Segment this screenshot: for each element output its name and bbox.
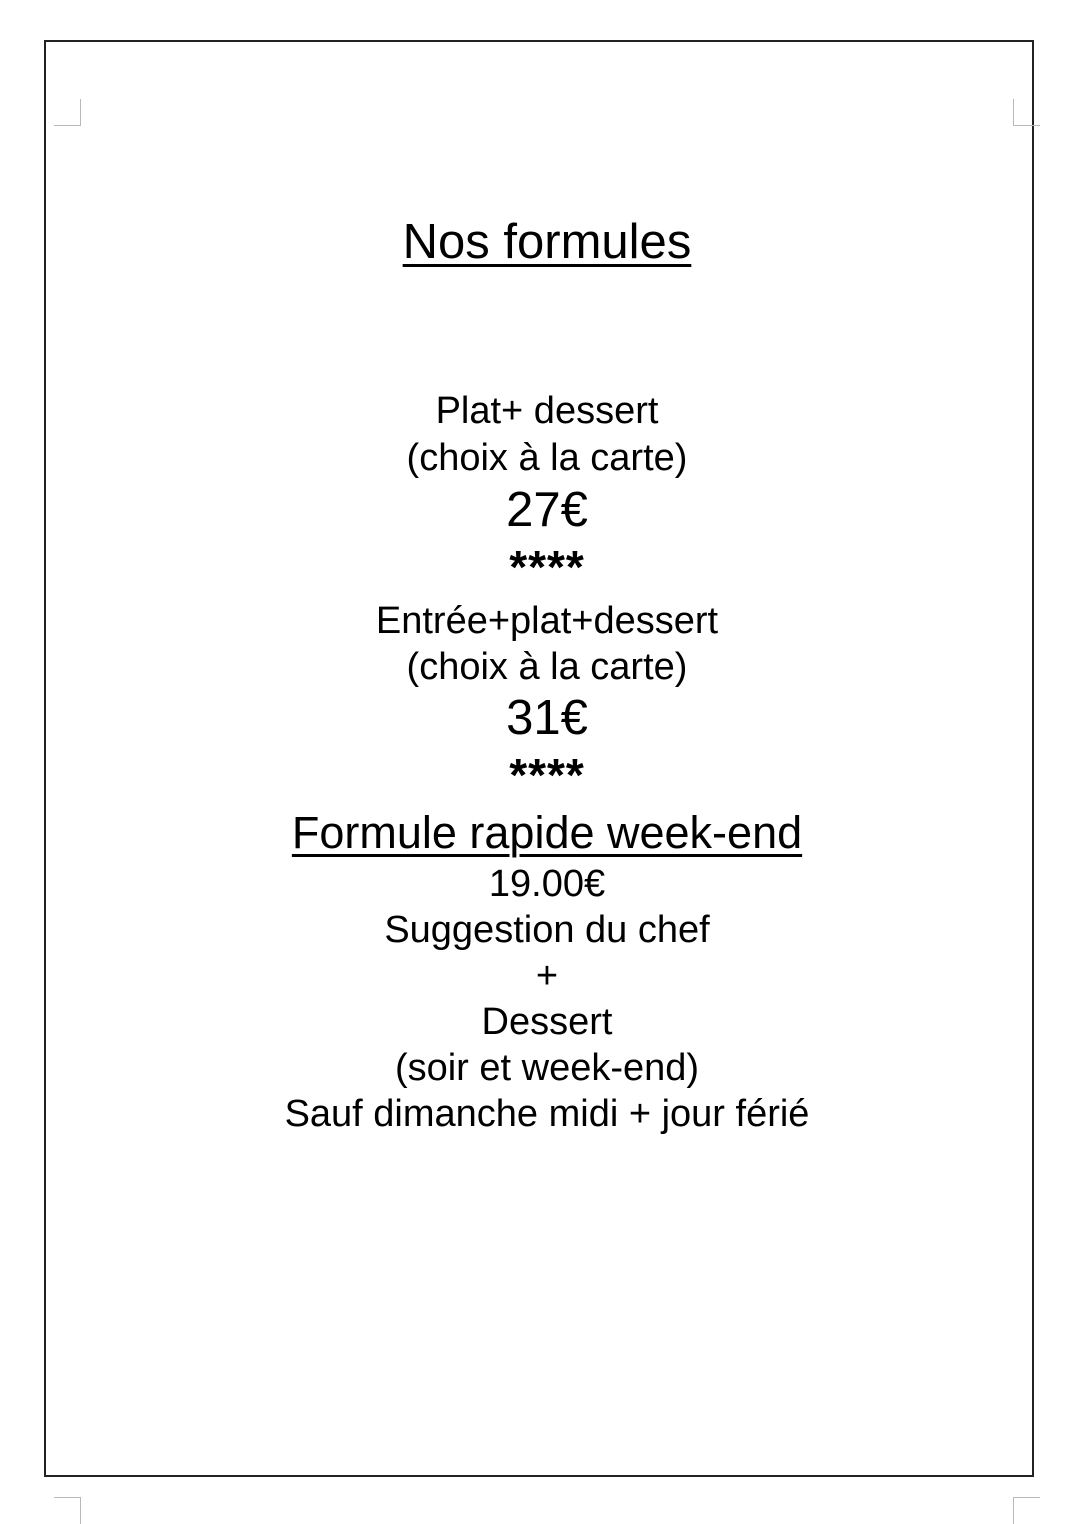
formule3-plus: + [535,955,559,997]
formule3-price: 19.00€ [488,863,606,905]
formule3-line3: (soir et week-end) [394,1047,700,1089]
crop-mark-bottom-right [1013,1497,1040,1524]
formule1-note: (choix à la carte) [406,437,688,479]
formule2-separator: **** [509,749,585,801]
formule2-note: (choix à la carte) [406,646,688,688]
formule3-line1: Suggestion du chef [384,909,710,951]
formule1-name: Plat+ dessert [435,390,659,432]
crop-mark-top-right [1013,99,1040,126]
crop-mark-top-left [54,99,81,126]
crop-mark-bottom-left [54,1497,81,1524]
formule1-separator: **** [509,541,585,593]
formule2-price: 31€ [506,691,588,745]
formule3-line2: Dessert [481,1001,613,1043]
formule1-price: 27€ [506,483,588,537]
formule3-line4: Sauf dimanche midi + jour férié [284,1093,810,1135]
page-title: Nos formules [402,215,692,269]
formule3-title: Formule rapide week-end [291,807,803,858]
formule2-name: Entrée+plat+dessert [375,600,719,642]
